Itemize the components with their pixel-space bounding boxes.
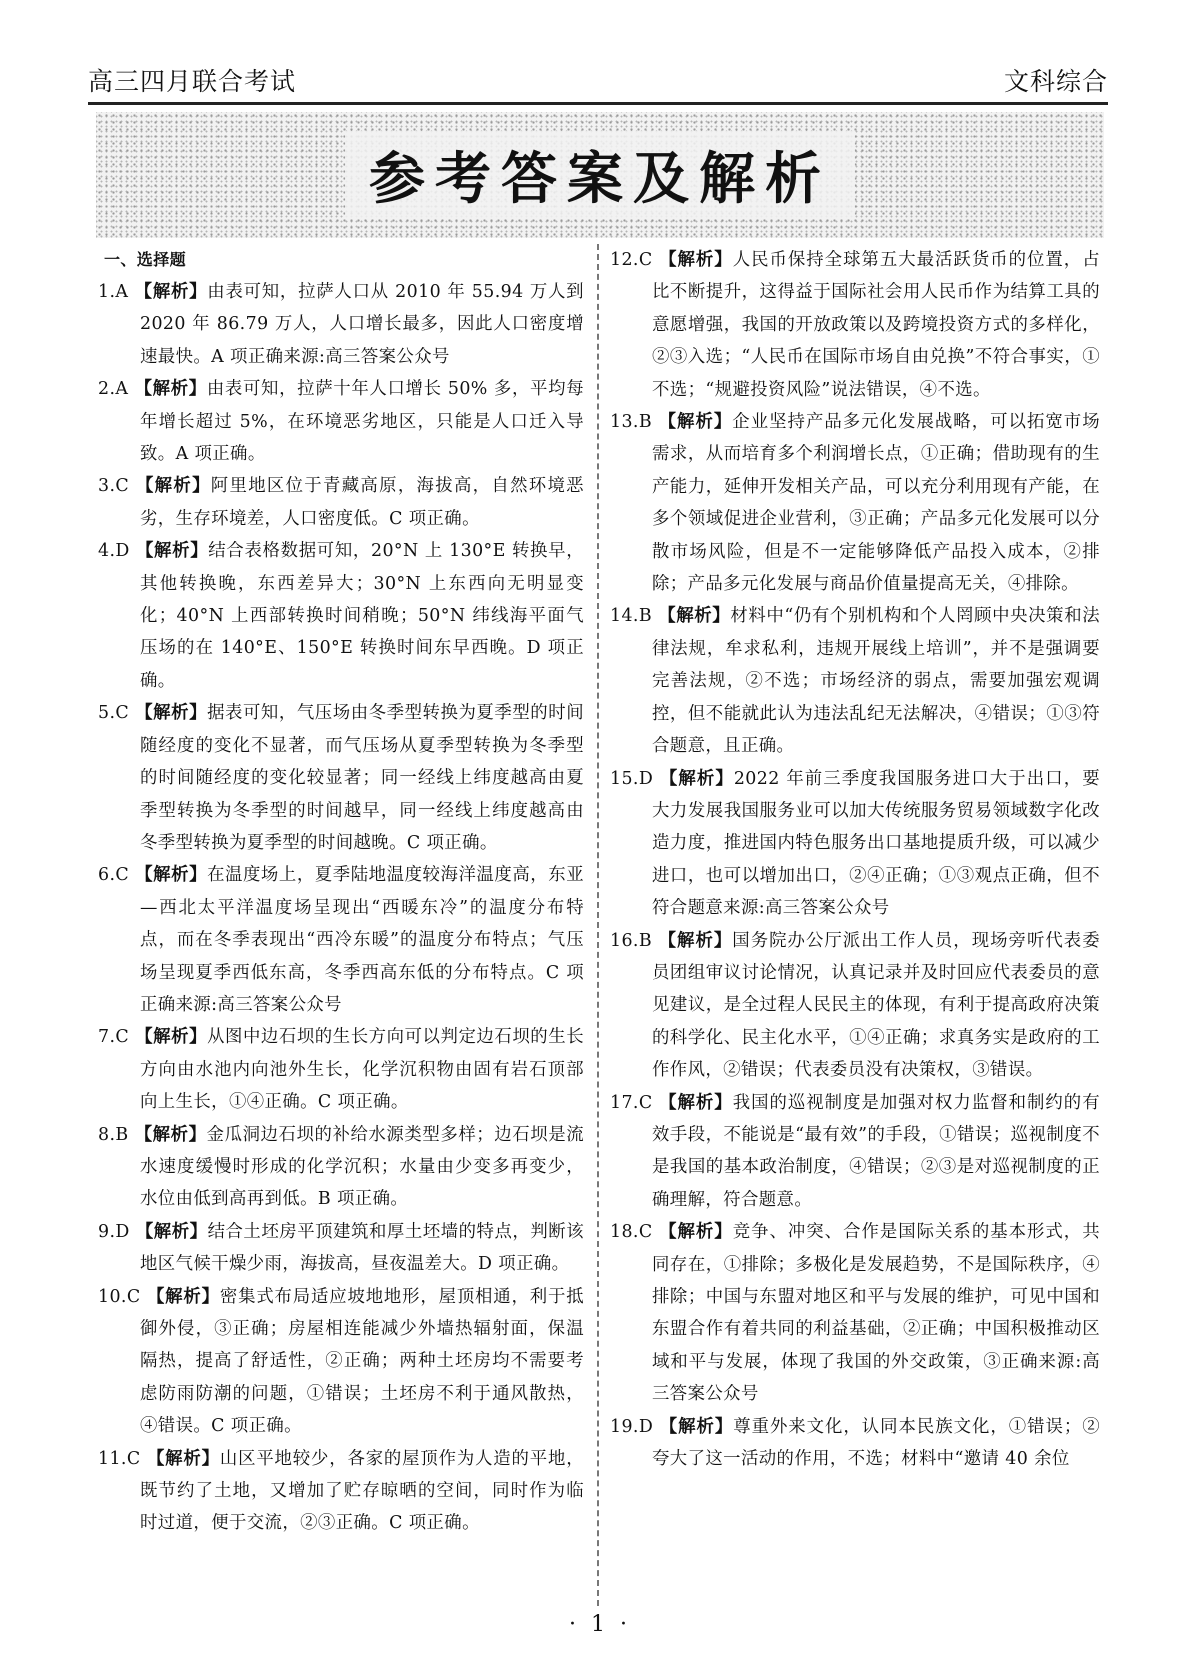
answer-item-5: 5.C 【解析】据表可知，气压场由冬季型转换为夏季型的时间随经度的变化不显著，而气压场从夏季型转换为冬季型的时间随经度的变化较显著；同一经线上纬度越高由夏季型转换为冬季型的时间越早，同一经线上纬度越高由冬季型转换为夏季型的时间越晚。C 项正确。 <box>98 703 585 853</box>
answer-item-4: 4.D 【解析】结合表格数据可知，20°N 上 130°E 转换早，其他转换晚，东西差异大；30°N 上东西向无明显变化；40°N 上西部转换时间稍晚；50°N 纬线海平面气压场的在 140°E、150°E 转换时间东早西晚。D 项正确。 <box>98 541 584 691</box>
answer-item-19: 19.D 【解析】尊重外来文化，认同本民族文化，①错误；②夸大了这一活动的作用，不选；材料中“邀请 40 余位 <box>610 1416 1100 1470</box>
answer-item-1: 1.A 【解析】由表可知，拉萨人口从 2010 年 55.94 万人到 2020 年 86.79 万人，人口增长最多，因此人口密度增速最快。A 项正确来源:高三答案公众号 <box>98 282 584 367</box>
answer-item-7: 7.C 【解析】从图中边石坝的生长方向可以判定边石坝的生长方向由水池内向池外生长，化学沉积物由固有岩石顶部向上生长，①④正确。C 项正确。 <box>98 1027 585 1113</box>
answer-item-18: 18.C 【解析】竞争、冲突、合作是国际关系的基本形式，共同存在，①排除；多极化是发展趋势，不是国际秩序，④排除；中国与东盟对地区和平与发展的维护，可见中国和东盟合作有着共同的利益基础，②正确；中国积极推动区域和平与发展，体现了我国的外交政策，③正确来源:高三答案公众号 <box>610 1222 1100 1405</box>
answer-item-8: 8.B 【解析】金瓜洞边石坝的补给水源类型多样；边石坝是流水速度缓慢时形成的化学沉积；水量由少变多再变少，水位由低到高再到低。B 项正确。 <box>98 1124 584 1210</box>
page-number: · 1 · <box>569 1612 631 1637</box>
answer-item-14: 14.B 【解析】材料中“仍有个别机构和个人罔顾中央决策和法律法规，牟求私利，违规开展线上培训”，并不是强调要完善法规，②不选；市场经济的弱点，需要加强宏观调控，但不能就此认为违法乱纪无法解决，④错误；①③符合题意，且正确。 <box>610 606 1101 757</box>
answer-item-17: 17.C 【解析】我国的巡视制度是加强对权力监督和制约的有效手段，不能说是“最有效”的手段，①错误；巡视制度不是我国的基本政治制度，④错误；②③是对巡视制度的正确理解，符合题意。 <box>610 1092 1100 1210</box>
left-column <box>98 244 584 1540</box>
answer-item-9: 9.D 【解析】结合土坯房平顶建筑和厚土坯墙的特点，判断该地区气候干燥少雨，海拔高，昼夜温差大。D 项正确。 <box>98 1221 584 1275</box>
subject-title: 文科综合 <box>1003 67 1108 96</box>
answer-item-3: 3.C 【解析】阿里地区位于青藏高原，海拔高，自然环境恶劣，生存环境差，人口密度低。C 项正确。 <box>98 476 584 529</box>
page-header <box>88 62 1108 105</box>
answer-item-15: 15.D 【解析】2022 年前三季度我国服务进口大于出口，要大力发展我国服务业可以加大传统服务贸易领域数字化改造力度，推进国内特色服务出口基地提质升级，可以减少进口，也可以增加出口，②④正确；①③观点正确，但不符合题意来源:高三答案公众号 <box>610 768 1100 919</box>
column-divider <box>597 244 599 1606</box>
answer-item-12: 12.C 【解析】人民币保持全球第五大最活跃货币的位置，占比不断提升，这得益于国际社会用人民币作为结算工具的意愿增强，我国的开放政策以及跨境投资方式的多样化，②③入选；“人民币在国际市场自由兑换”不符合事实，①不选；“规避投资风险”说法错误，④不选。 <box>610 250 1100 400</box>
right-column <box>610 244 1100 1475</box>
exam-title: 高三四月联合考试 <box>88 67 297 96</box>
answer-item-2: 2.A 【解析】由表可知，拉萨十年人口增长 50% 多，平均每年增长超过 5%，在环境恶劣地区，只能是人口迁入导致。A 项正确。 <box>98 379 584 465</box>
title-banner <box>96 112 1104 238</box>
answer-item-16: 16.B 【解析】国务院办公厅派出工作人员，现场旁听代表委员团组审议讨论情况，认真记录并及时回应代表委员的意见建议，是全过程人民民主的体现，有利于提高政府决策的科学化、民主化水平，①④正确；求真务实是政府的工作作风，②错误；代表委员没有决策权，③错误。 <box>610 930 1100 1081</box>
answer-item-11: 11.C 【解析】山区平地较少，各家的屋顶作为人造的平地，既节约了土地，又增加了贮存晾晒的空间，同时作为临时过道，便于交流，②③正确。C 项正确。 <box>98 1448 584 1534</box>
answer-item-6: 6.C 【解析】在温度场上，夏季陆地温度较海洋温度高，东亚—西北太平洋温度场呈现出“西暖东冷”的温度分布特点，而在冬季表现出“西冷东暖”的温度分布特点；气压场呈现夏季西低东高，冬季西高东低的分布特点。C 项正确来源:高三答案公众号 <box>98 865 585 1015</box>
answer-item-13: 13.B 【解析】企业坚持产品多元化发展战略，可以拓宽市场需求，从而培育多个利润增长点，①正确；借助现有的生产能力，延伸开发相关产品，可以充分利用现有产能，在多个领域促进企业营利，③正确；产品多元化发展可以分散市场风险，但是不一定能够降低产品投入成本，②排除；产品多元化发展与商品价值量提高无关，④排除。 <box>610 412 1100 595</box>
banner-title: 参考答案及解析 <box>345 131 855 219</box>
answer-item-10: 10.C 【解析】密集式布局适应坡地地形，屋顶相通，利于抵御外侵，③正确；房屋相连能减少外墙热辐射面，保温隔热，提高了舒适性，②正确；两种土坯房均不需要考虑防雨防潮的问题，①错误；土坯房不利于通风散热，④错误。C 项正确。 <box>98 1286 584 1437</box>
section-heading: 一、选择题 <box>104 250 187 269</box>
